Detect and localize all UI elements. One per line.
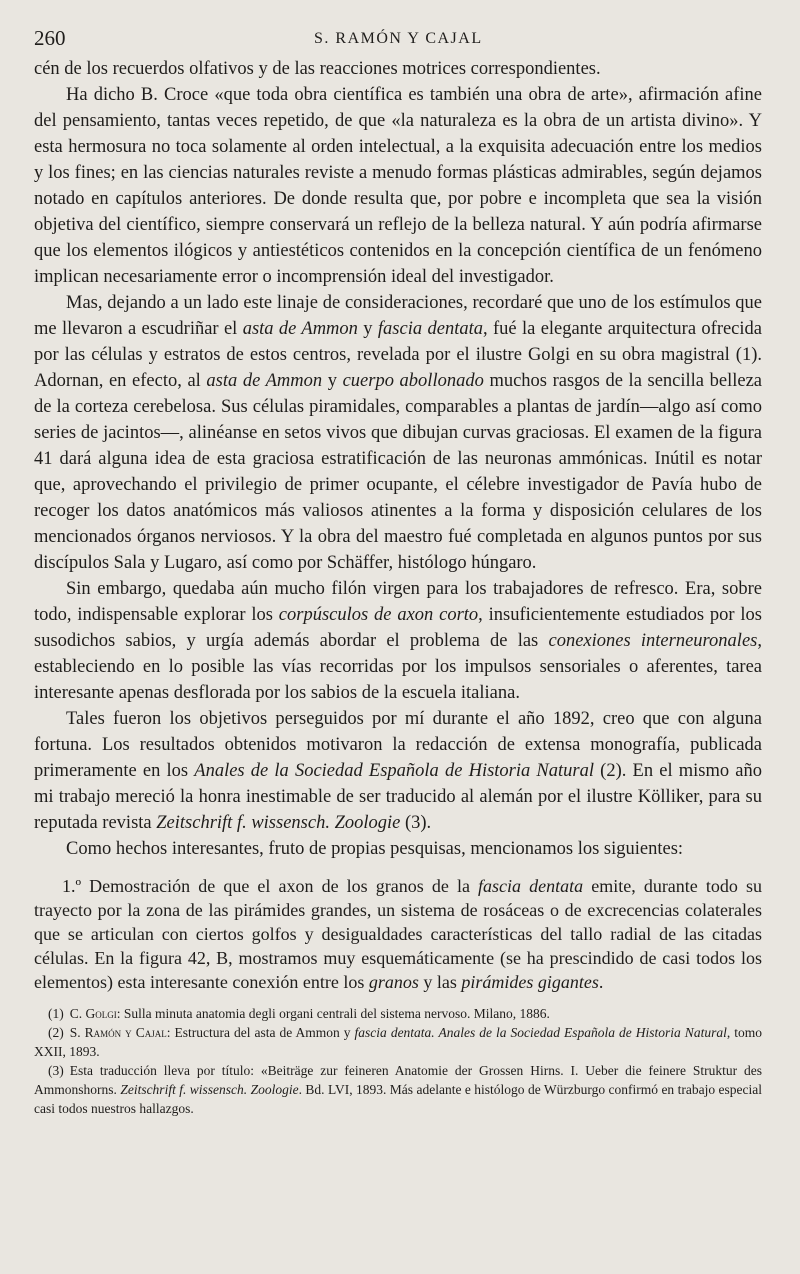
footnote [34,1061,762,1118]
footnote [34,1004,762,1023]
text-run: , estableciendo en lo posible las vías recorridas por los impulsos sensoriales o aferentes, tarea interesante apenas desflorada por los sabios de la escuela italiana. [34,631,762,703]
paragraph [34,290,762,576]
italic-phrase: asta de Ammon [242,319,358,339]
paragraph [34,836,762,862]
text-run: Como hechos interesantes, fruto de propias pesquisas, mencionamos los siguientes: [66,839,684,859]
author-name: S. Ramón y Cajal [69,1025,167,1040]
text-run: muchos rasgos de la sencilla belleza de la corteza cerebelosa. Sus células piramidales, comparables a plantas de jardín—algo así como series de jacintos—, alinéanse en setos vivos que dibujan curvas graciosas. El examen de la figura 41 dará alguna idea de esta graciosa estratificación de las neuronas ammónicas. Inútil es notar que, aprovechando el privilegio de primer ocupante, el célebre investigador de Pavía hubo de recoger los datos anatómicos más valiosos atinentes a la forma y disposición celulares de los mencionados órganos nerviosos. Y la obra del maestro fué completada en algunos puntos por sus discípulos Sala y Lugaro, así como por Schäffer, histólogo húngaro. [34,371,762,573]
paragraph [34,82,762,290]
text-run: y [322,371,343,391]
footnote [34,1023,762,1061]
running-head: S. RAMÓN Y CAJAL [314,30,483,47]
page-number: 260 [34,26,66,50]
text-run: Tales fueron los objetivos perseguidos por mí durante el año 1892, creo que con alguna fortuna. Los resultados obtenidos motivaron la redacción de extensa monografía, publicada primeramente en los [34,709,762,781]
text-run: . Bd. LVI, 1893. Más adelante e histólogo de Würzburgo confirmó en trabajo especial casi todos nuestros hallazgos. [34,1082,762,1116]
text-run: cén de los recuerdos olfativos y de las reacciones motrices correspondientes. [34,59,601,79]
text-run: : Sulla minuta anatomia degli organi centrali del sistema nervoso. Milano, 1886. [116,1006,550,1021]
italic-phrase: asta de Ammon [206,371,323,391]
paragraph [34,706,762,836]
text-run: (2). En el mismo año mi trabajo mereció la honra inestimable de ser traducido al alemán por el ilustre Kölliker, para su reputada revista [34,761,762,833]
text-run: y las [418,972,462,992]
footnote-marker: (1) [48,1006,64,1021]
italic-phrase: conexiones interneuronales [548,631,758,651]
paragraph [34,576,762,706]
list-item-paragraph [34,874,762,994]
body-text [34,56,762,994]
text-run: Sin embargo, quedaba aún mucho filón virgen para los trabajadores de refresco. Era, sobre todo, indispensable explorar los [34,579,762,625]
text-run: . [598,972,604,992]
italic-phrase: fascia dentata [377,319,483,339]
footnote-marker: (3) [48,1063,64,1078]
text-run: , fué la elegante arquitectura ofrecida por las células y estratos de estos centros, revelada por el ilustre Golgi en su obra magistral (1). Adornan, en efecto, al [34,319,762,391]
text-run: Mas, dejando a un lado este linaje de consideraciones, recordaré que uno de los estímulos que me llevaron a escudriñar el [34,293,762,339]
text-run: (3). [400,813,432,833]
author-name: C. Golgi [69,1006,117,1021]
page-header [34,20,762,56]
text-run: y [357,319,378,339]
text-run: Esta traducción lleva por título: «Beiträge zur feineren Anatomie der Grossen Hirns. I. Ueber die feinere Struktur des Ammonshorns. [34,1063,762,1097]
text-run: , tomo XXII, 1893. [34,1025,762,1059]
text-run: : Estructura del asta de Ammon y [166,1025,355,1040]
text-run: Ha dicho B. Croce «que toda obra científica es también una obra de arte», afirmación afine del pensamiento, tantas veces repetido, de que «la naturaleza es la obra de un artista divino». Y esta hermosura no toca solamente al orden intelectual, a la exquisita adecuación entre los medios y los fines; en las ciencias naturales reviste a menudo formas plásticas admirables, según dejamos notado en capítulos anteriores. De donde resulta que, por pobre e incompleta que sea la visión objetiva del científico, siempre conservará un reflejo de la belleza natural. Y aún podría afirmarse que los elementos ilógicos y antiestéticos contenidos en la concepción científica de un fenómeno implican necesariamente error o incomprensión ideal del investigador. [34,85,762,287]
italic-phrase: fascia dentata. Anales de la Sociedad Española de Historia Natural [354,1025,727,1040]
italic-phrase: fascia dentata [478,876,584,896]
italic-phrase: Zeitschrift f. wissensch. Zoologie [156,813,401,833]
text-run: emite, durante todo su trayecto por la zona de las pirámides grandes, un sistema de rosáceas o de excrecencias colaterales que se articulan con ciertos golfos y desigualdades características del tallo radial de las citadas células. En la figura 42, B, mostramos muy esquemáticamente (se ha prescindido de casi todos los elementos) esta interesante conexión entre los [34,876,762,992]
italic-phrase: cuerpo abollonado [342,371,484,391]
italic-phrase: Anales de la Sociedad Española de Historia Natural [194,761,595,781]
italic-phrase: Zeitschrift f. wissensch. Zoologie [120,1082,299,1097]
text-run: , insuficientemente estudiados por los susodichos sabios, y urgía además abordar el problema de las [34,605,762,651]
text-run: 1.º Demostración de que el axon de los granos de la [62,876,479,896]
italic-phrase: pirámides gigantes [461,972,599,992]
italic-phrase: corpúsculos de axon corto [278,605,479,625]
italic-phrase: granos [368,972,419,992]
footnote-marker: (2) [48,1025,64,1040]
footnotes [34,1004,762,1118]
paragraph [34,56,762,82]
